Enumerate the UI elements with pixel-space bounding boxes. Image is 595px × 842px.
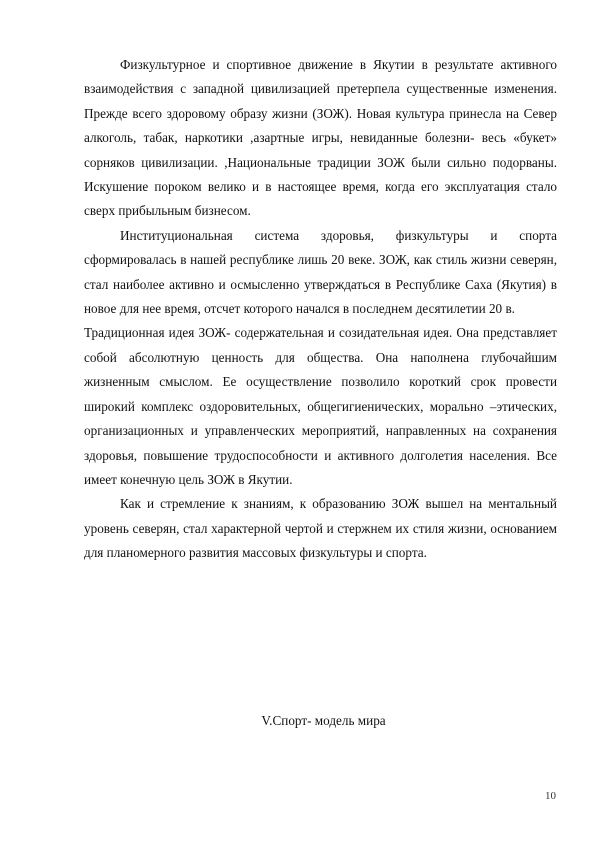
paragraph-4: Как и стремление к знаниям, к образованию ЗОЖ вышел на ментальный уровень северян, стал характерной чертой и стержнем их стиля жизни, основанием для планомерного развития массовых физкультуры и спорта.: [84, 496, 557, 561]
paragraph-3: Традиционная идея ЗОЖ- содержательная и созидательная идея. Она представляет собой абсолютную ценность для общества. Она наполнена глубочайшим жизненным смыслом. Ее осуществление позволило короткий срок провести широкий комплекс оздоровительных, общегигиенических, морально –этических, организационных и управленческих мероприятий, направленных на сохранения здоровья, повышение трудоспособности и активного долголетия населения. Все имеет конечную цель ЗОЖ в Якутии.: [84, 325, 557, 487]
body-text: [84, 53, 557, 566]
paragraph-1: Физкультурное и спортивное движение в Якутии в результате активного взаимодействия с западной цивилизацией претерпела существенные изменения. Прежде всего здоровому образу жизни (ЗОЖ). Новая культура принесла на Север алкоголь, табак, наркотики ,азартные игры, невиданные болезни- весь «букет» сорняков цивилизации. ,Национальные традиции ЗОЖ были сильно подорваны. Искушение пороком велико и в настоящее время, когда его эксплуатация стало сверх прибыльным бизнесом.: [84, 57, 557, 219]
page-number: 10: [545, 790, 556, 802]
paragraph-2: Институциональная система здоровья, физкультуры и спорта сформировалась в нашей республике лишь 20 веке. ЗОЖ, как стиль жизни северян, стал наиболее активно и осмысленно утверждаться в Республике Саха (Якутия) в новое для нее время, отсчет которого начался в последнем десятилетии 20 в.: [84, 227, 557, 317]
section-heading: V.Спорт- модель мира: [261, 713, 386, 728]
